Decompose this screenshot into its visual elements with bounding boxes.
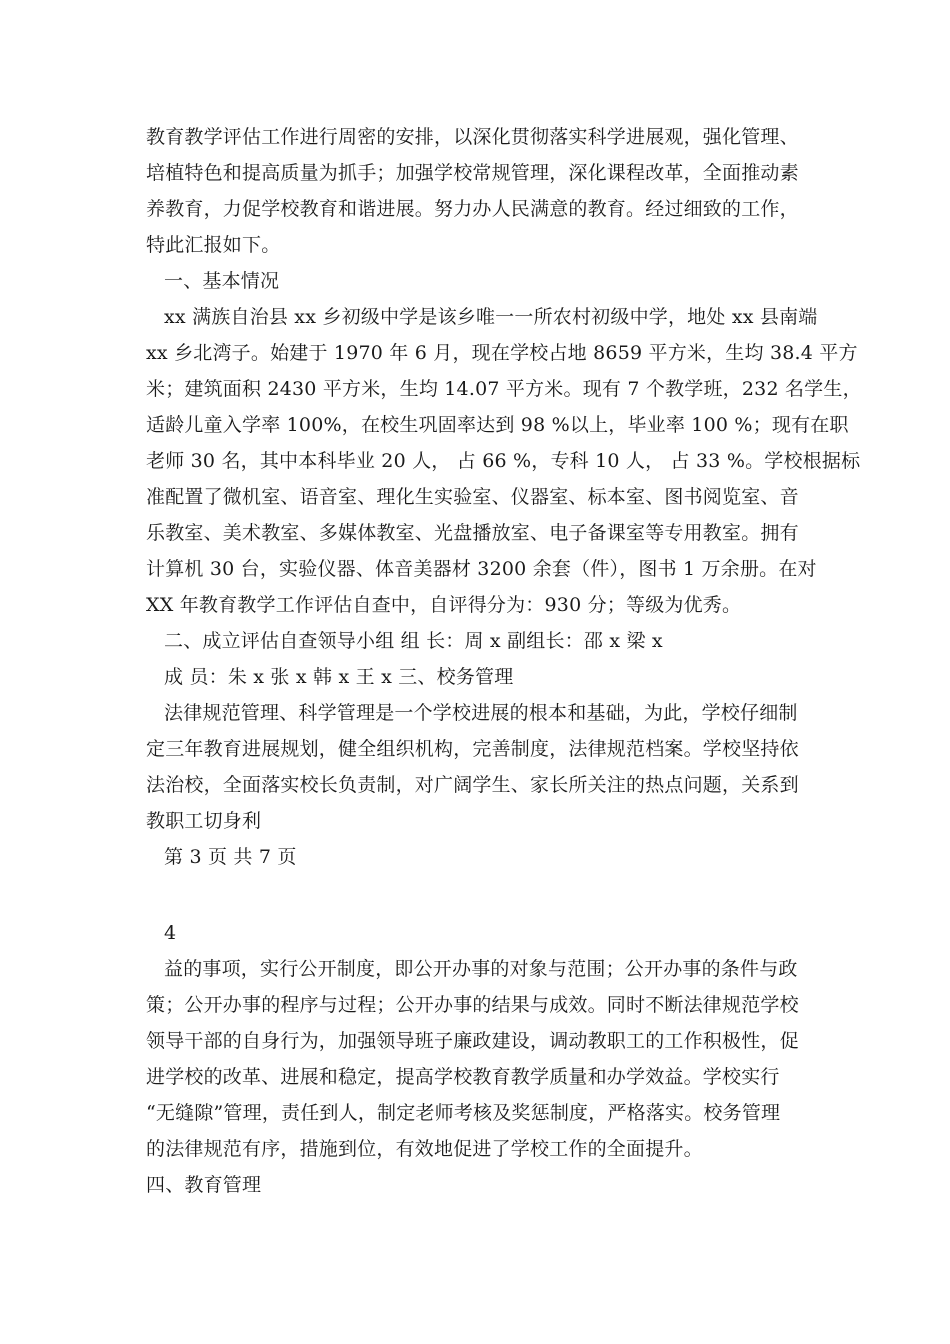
paragraph-line: 培植特色和提高质量为抓手；加强学校常规管理，深化课程改革，全面推动素 xyxy=(146,162,799,184)
paragraph-line: 计算机 30 台，实验仪器、体音美器材 3200 余套（件），图书 1 万余册。在对 xyxy=(146,558,817,580)
paragraph-line: 法治校，全面落实校长负责制，对广阔学生、家长所关注的热点问题，关系到 xyxy=(146,774,799,796)
paragraph-line: 法律规范管理、科学管理是一个学校进展的根本和基础，为此，学校仔细制 xyxy=(164,702,798,724)
paragraph-line: 进学校的改革、进展和稳定，提高学校教育教学质量和办学效益。学校实行 xyxy=(146,1066,780,1088)
paragraph-line: 益的事项，实行公开制度，即公开办事的对象与范围；公开办事的条件与政 xyxy=(164,958,798,980)
section-heading: 四、教育管理 xyxy=(146,1174,262,1196)
paragraph-line: 策；公开办事的程序与过程；公开办事的结果与成效。同时不断法律规范学校 xyxy=(146,994,799,1016)
paragraph-line: 老师 30 名，其中本科毕业 20 人， 占 66 %，专科 10 人， 占 33 %。学校根据标 xyxy=(146,450,861,472)
paragraph-line: 的法律规范有序，措施到位，有效地促进了学校工作的全面提升。 xyxy=(146,1138,703,1160)
paragraph-line: 准配置了微机室、语音室、理化生实验室、仪器室、标本室、图书阅览室、音 xyxy=(146,486,799,508)
paragraph-line: xx 乡北湾子。始建于 1970 年 6 月，现在学校占地 8659 平方米，生均 38.4 平方 xyxy=(146,342,858,364)
paragraph-line: 乐教室、美术教室、多媒体教室、光盘播放室、电子备课室等专用教室。拥有 xyxy=(146,522,799,544)
paragraph-line: 养教育，力促学校教育和谐进展。努力办人民满意的教育。经过细致的工作， xyxy=(146,198,799,220)
paragraph-line: 教职工切身利 xyxy=(146,810,262,832)
paragraph-line: 领导干部的自身行为，加强领导班子廉政建设，调动教职工的工作积极性，促 xyxy=(146,1030,799,1052)
paragraph-line: 特此汇报如下。 xyxy=(146,234,281,256)
paragraph-line: 成 员：朱 x 张 x 韩 x 王 x 三、校务管理 xyxy=(164,666,514,688)
section-heading: 一、基本情况 xyxy=(164,270,280,292)
paragraph-line: 米；建筑面积 2430 平方米，生均 14.07 平方米。现有 7 个教学班，232 名学生， xyxy=(146,378,862,400)
paragraph-line: 教育教学评估工作进行周密的安排，以深化贯彻落实科学进展观，强化管理、 xyxy=(146,126,799,148)
page-number: 4 xyxy=(164,922,177,944)
paragraph-line: 定三年教育进展规划，健全组织机构，完善制度，法律规范档案。学校坚持依 xyxy=(146,738,799,760)
paragraph-line: xx 满族自治县 xx 乡初级中学是该乡唯一一所农村初级中学，地处 xx 县南端 xyxy=(164,306,818,328)
page-footer: 第 3 页 共 7 页 xyxy=(164,846,297,868)
paragraph-line: XX 年教育教学工作评估自查中，自评得分为：930 分；等级为优秀。 xyxy=(146,594,742,616)
paragraph-line: 适龄儿童入学率 100%，在校生巩固率达到 98 %以上，毕业率 100 %；现有在职 xyxy=(146,414,849,436)
section-heading: 二、成立评估自查领导小组 组 长：周 x 副组长：邵 x 梁 x xyxy=(164,630,663,652)
paragraph-line: “无缝隙”管理，责任到人，制定老师考核及奖惩制度，严格落实。校务管理 xyxy=(146,1102,781,1124)
